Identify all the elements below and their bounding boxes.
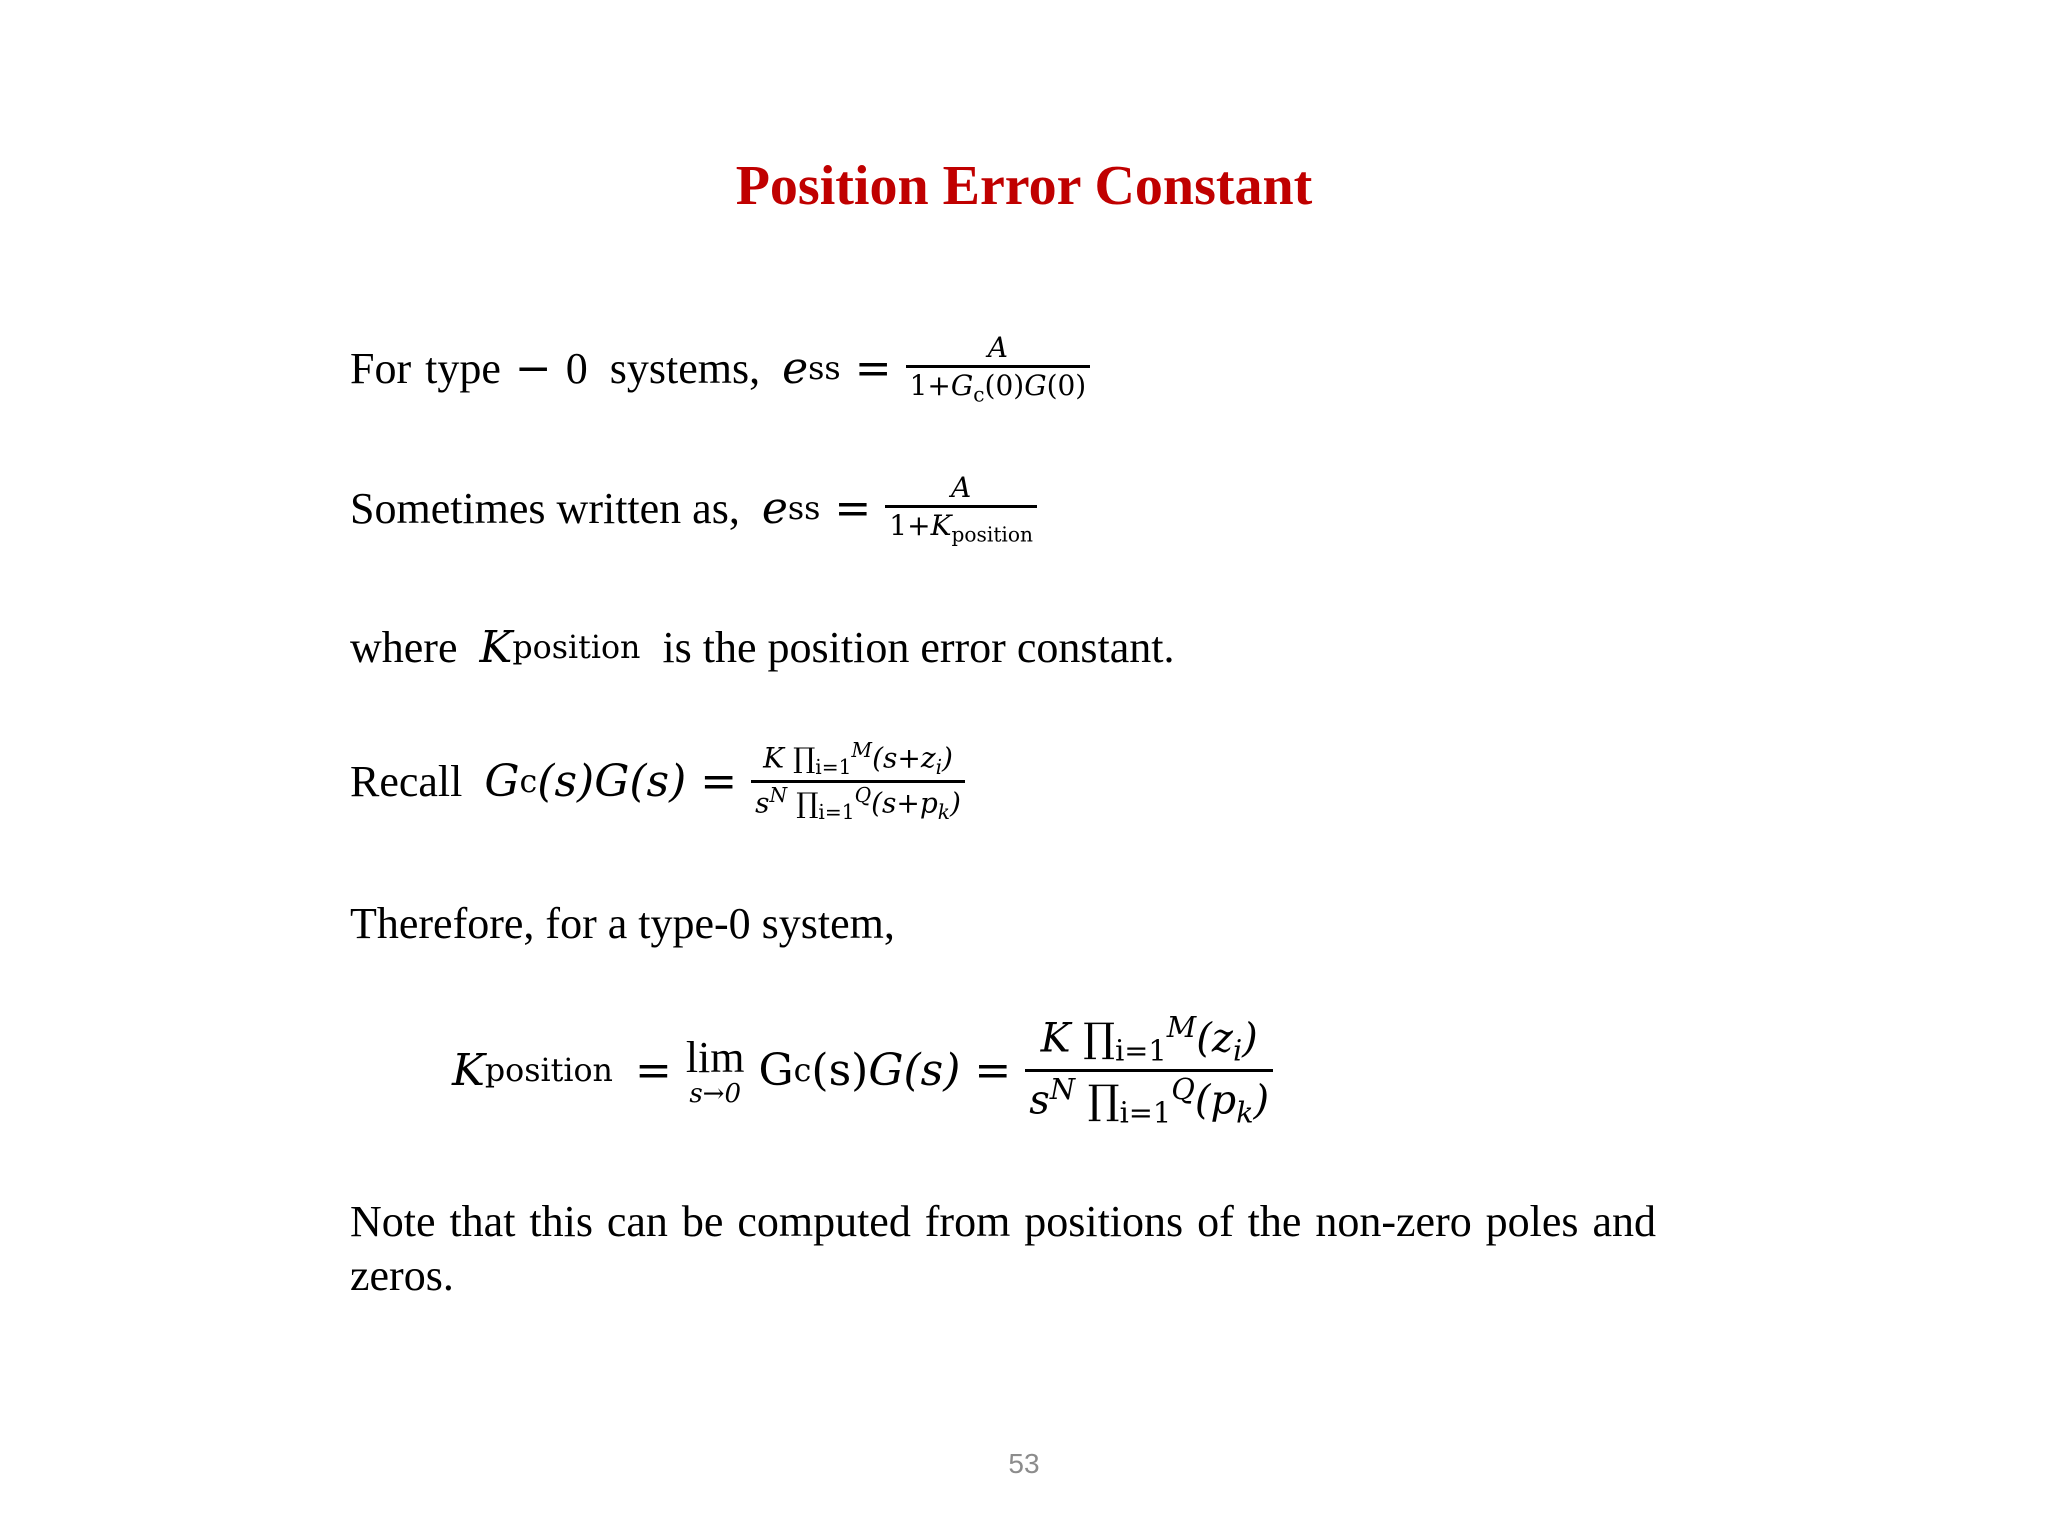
- line3-position: position: [512, 629, 641, 666]
- line6-G2: G: [868, 1045, 904, 1097]
- line2-ss: ss: [787, 490, 821, 527]
- line5-text: Therefore, for a type-0 system,: [350, 899, 895, 948]
- equation-kposition-limit: [452, 1010, 1273, 1132]
- line6-s2: (s): [903, 1045, 961, 1097]
- fraction-denominator: $1+G_c(0)G(0)$: [909, 369, 1087, 407]
- line4-lead: Recall: [350, 757, 463, 807]
- equation-ess-type0: [350, 330, 1090, 408]
- line1-lead: For: [350, 344, 412, 394]
- fraction-denominator: $s^N$ $\prod_{i=1}^Q(p_k)$: [1029, 1072, 1270, 1130]
- line6-position: position: [484, 1052, 613, 1089]
- line6-K: K: [452, 1045, 485, 1097]
- fraction-numerator: A: [987, 331, 1009, 364]
- limit-operator: [686, 1032, 745, 1109]
- equation-transfer-function: [350, 738, 965, 825]
- fraction-denominator: $s^N$ $\prod_{i=1}^Q(s+p_k)$: [755, 783, 961, 825]
- line3-tail: is the position error constant.: [662, 623, 1175, 672]
- fraction-ess-kposition: [885, 470, 1037, 548]
- line6-G: G: [758, 1045, 794, 1097]
- line6-equals-1: =: [634, 1045, 672, 1097]
- fraction-denominator: $1+K_{position}$: [889, 509, 1033, 547]
- line1-ss: ss: [808, 350, 841, 387]
- fraction-numerator: K $\prod_{i=1}^M(s+z_i)$: [763, 738, 953, 779]
- lim-subscript: s→0: [689, 1079, 741, 1110]
- line2-equals: =: [834, 483, 872, 535]
- line2-lead: Sometimes written as,: [350, 484, 740, 534]
- lhs-s2: (s): [629, 756, 687, 808]
- line6-equals-2: =: [974, 1045, 1012, 1097]
- line1-equals: =: [854, 343, 892, 395]
- lim-text: lim: [685, 1033, 745, 1083]
- equation-ess-kposition: [350, 470, 1037, 548]
- line3-lead: where: [350, 623, 458, 672]
- line6-s: (s): [811, 1045, 869, 1097]
- lhs-c: c: [519, 763, 538, 800]
- fraction-numerator: A: [951, 471, 972, 504]
- kposition-definition: [350, 622, 1174, 673]
- therefore-line: [350, 898, 895, 949]
- fraction-ess-type0: [906, 330, 1091, 408]
- lhs-G: G: [484, 756, 520, 808]
- fraction-numerator: K $\prod_{i=1}^M(z_i)$: [1040, 1010, 1258, 1068]
- lhs-s: (s): [537, 756, 595, 808]
- line4-equals: =: [700, 756, 738, 808]
- page-number: 53: [1008, 1448, 1040, 1479]
- line1-zero: 0: [565, 344, 588, 394]
- lhs-G2: G: [594, 756, 630, 808]
- line1-systems: systems,: [609, 344, 761, 394]
- line3-K: K: [479, 622, 513, 673]
- note-paragraph: Note that this can be computed from positions of the non-zero poles and zeros.: [350, 1197, 1656, 1300]
- slide-title: Position Error Constant: [735, 155, 1313, 217]
- line1-e: e: [782, 343, 809, 395]
- line6-c: c: [793, 1052, 812, 1089]
- line2-e: e: [761, 483, 788, 535]
- line1-type: type: [425, 344, 501, 394]
- fraction-transfer-function: [751, 738, 965, 825]
- fraction-kposition: [1025, 1010, 1273, 1132]
- line1-minus: −: [514, 343, 552, 395]
